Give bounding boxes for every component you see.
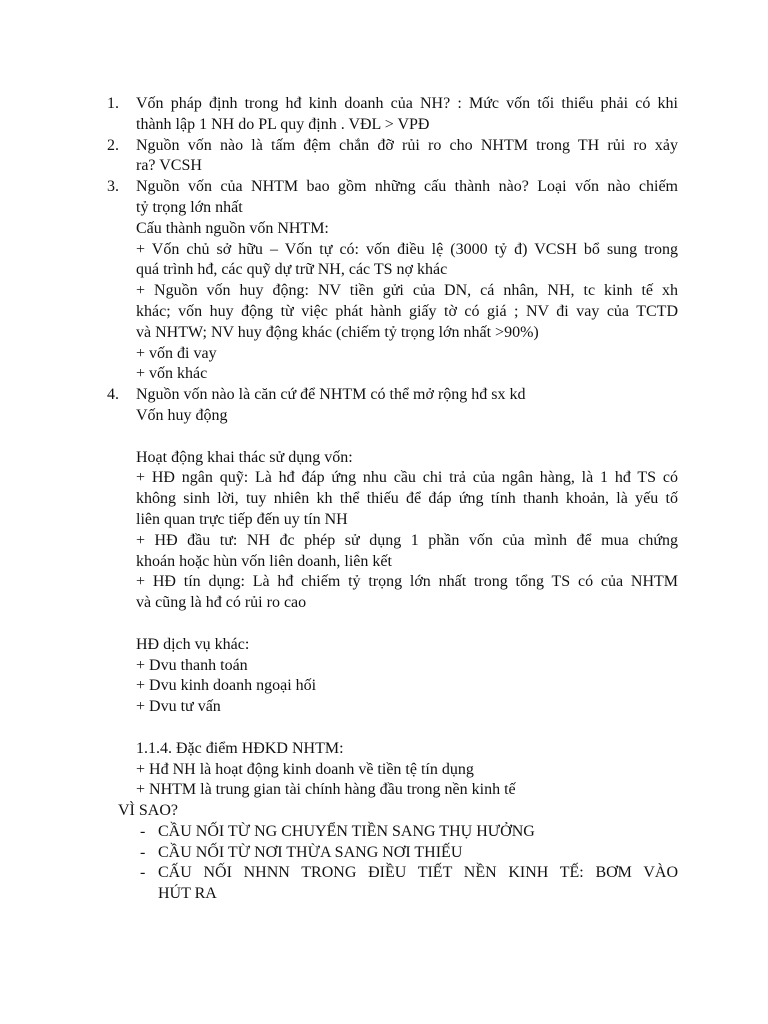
equity-line-cont: quá trình hđ, các quỹ dự trữ NH, các TS nợ khác: [136, 261, 448, 279]
question-1-text: Vốn pháp định trong hđ kinh doanh của NH? : Mức vốn tối thiểu phải có khi: [136, 95, 678, 112]
feature-item: + NHTM là trung gian tài chính hàng đầu trong nền kinh tế: [136, 781, 516, 799]
service-item: + Dvu tư vấn: [136, 698, 221, 716]
usage-section: [136, 448, 678, 614]
features-section: [118, 739, 678, 905]
treasury-line-end: liên quan trực tiếp đến uy tín NH: [136, 510, 348, 528]
blank-line: [136, 718, 678, 739]
question-4-answer: Vốn huy động: [136, 406, 228, 424]
blank-line: [136, 614, 678, 635]
list-number: 1.: [107, 95, 119, 112]
feature-item: + Hđ NH là hoạt động kinh doanh về tiền tệ tín dụng: [136, 760, 474, 778]
treasury-line-cont: không sinh lời, tuy nhiên kh thể thiếu để đáp ứng tính thanh khoản, là yếu tố: [136, 490, 678, 508]
dash-item: [140, 822, 678, 843]
dash-item-text-cont: HÚT RA: [158, 885, 217, 903]
question-3-text: Nguồn vốn của NHTM bao gồm những cấu thành nào? Loại vốn nào chiếm: [136, 178, 678, 196]
service-item: + Dvu kinh doanh ngoại hối: [136, 677, 317, 695]
why-heading: VÌ SAO?: [118, 802, 178, 820]
credit-line: + HĐ tín dụng: Là hđ chiếm tỷ trọng lớn nhất trong tổng TS có của NHTM: [136, 573, 678, 591]
question-2-text: Nguồn vốn nào là tấm đệm chắn đỡ rủi ro cho NHTM trong TH rủi ro xảy: [136, 136, 678, 154]
investment-line-cont: khoán hoặc hùn vốn liên doanh, liên kết: [136, 552, 392, 570]
services-section: [136, 635, 678, 718]
dash-item-text: CẦU NỐI TỪ NG CHUYỂN TIỀN SANG THỤ HƯỞNG: [158, 822, 535, 840]
question-2-text-cont: ra? VCSH: [136, 157, 202, 175]
blank-line: [136, 427, 678, 448]
dash-item: [140, 843, 678, 864]
document-body: [107, 94, 678, 905]
question-2: [107, 136, 678, 178]
question-3: [107, 177, 678, 385]
credit-line-cont: và cũng là hđ có rủi ro cao: [136, 594, 307, 612]
question-3-text-cont: tỷ trọng lớn nhất: [136, 198, 243, 216]
question-4-text: Nguồn vốn nào là căn cứ để NHTM có thể mở rộng hđ sx kd: [136, 386, 526, 404]
services-heading: HĐ dịch vụ khác:: [136, 635, 250, 653]
service-item: + Dvu thanh toán: [136, 656, 248, 674]
capital-structure-heading: Cấu thành nguồn vốn NHTM:: [136, 219, 329, 237]
dash-bullet: -: [140, 822, 146, 840]
treasury-line: + HĐ ngân quỹ: Là hđ đáp ứng nhu cầu chi trả của ngân hàng, là 1 hđ TS có: [136, 469, 678, 487]
dash-bullet: -: [140, 864, 146, 882]
dash-item-text: CẤU NỐI NHNN TRONG ĐIỀU TIẾT NỀN KINH TẾ: BƠM VÀO: [158, 864, 678, 882]
investment-line: + HĐ đầu tư: NH đc phép sử dụng 1 phần vốn của mình để mua chứng: [136, 531, 678, 549]
list-number: 2.: [107, 136, 119, 154]
dash-item: [140, 863, 678, 905]
question-1: [107, 94, 678, 136]
usage-heading: Hoạt động khai thác sử dụng vốn:: [136, 448, 353, 466]
dash-bullet: -: [140, 843, 146, 861]
dash-item-text: CẦU NỐI TỪ NƠI THỪA SANG NƠI THIẾU: [158, 843, 463, 861]
list-number: 4.: [107, 386, 119, 404]
other-capital-line: + vốn khác: [136, 365, 208, 383]
list-number: 3.: [107, 178, 119, 196]
borrowed-capital-line: + vốn đi vay: [136, 344, 217, 362]
mobilized-capital-line: + Nguồn vốn huy động: NV tiền gửi của DN, cá nhân, NH, tc kinh tế xh: [136, 282, 678, 300]
question-4: [107, 385, 678, 427]
mobilized-capital-line-end: và NHTW; NV huy động khác (chiếm tỷ trọng lớn nhất >90%): [136, 323, 539, 341]
features-heading: 1.1.4. Đặc điểm HĐKD NHTM:: [136, 739, 344, 757]
mobilized-capital-line-cont: khác; vốn huy động từ việc phát hành giấy tờ có giá ; NV đi vay của TCTD: [136, 302, 678, 320]
equity-line: + Vốn chủ sở hữu – Vốn tự có: vốn điều lệ (3000 tỷ đ) VCSH bổ sung trong: [136, 240, 678, 258]
question-1-text-cont: thành lập 1 NH do PL quy định . VĐL > VPĐ: [136, 115, 430, 133]
